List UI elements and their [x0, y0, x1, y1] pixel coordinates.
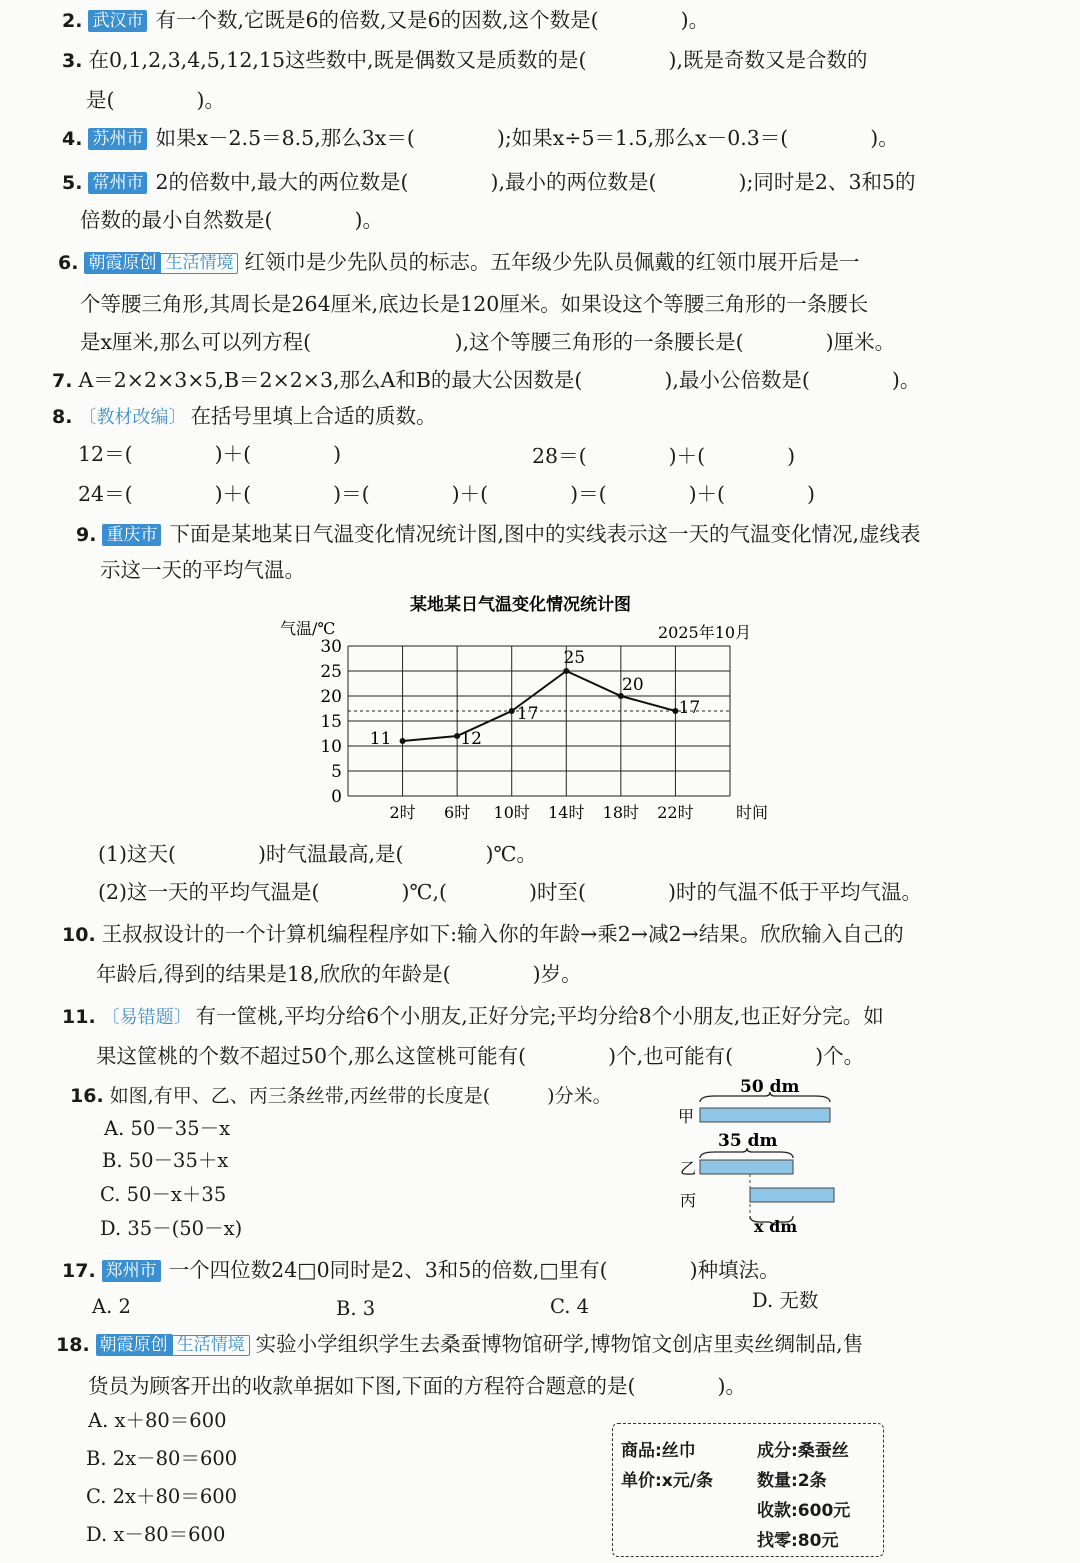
receipt-product: 商品:丝巾 — [621, 1441, 696, 1461]
chart-subtitle: 2025年10月 — [658, 623, 752, 642]
ribbon-len-x: x dm — [754, 1217, 798, 1236]
y-tick-label: 5 — [331, 762, 342, 782]
source-tag: 重庆市 — [102, 524, 161, 546]
source-tag: 〔易错题〕 — [101, 1007, 192, 1028]
data-point — [672, 708, 678, 714]
x-tick-label: 2时 — [389, 803, 416, 822]
option-d[interactable]: D. 无数 — [752, 1289, 819, 1312]
data-label: 17 — [678, 698, 701, 718]
x-tick-label: 6时 — [444, 803, 471, 822]
question-11: 11. 〔易错题〕 有一筐桃,平均分给6个小朋友,正好分完;平均分给8个小朋友,也正好分完。如 — [62, 1002, 884, 1032]
y-tick-label: 15 — [320, 712, 342, 732]
question-6-cont: 个等腰三角形,其周长是264厘米,底边长是120厘米。如果设这个等腰三角形的一条腰长 — [80, 292, 869, 316]
data-label: 11 — [369, 729, 392, 749]
y-axis-label: 气温/℃ — [280, 619, 336, 638]
data-point — [454, 733, 460, 739]
data-label: 12 — [460, 729, 482, 749]
equation-28: 28＝( )＋( ) — [532, 444, 796, 468]
source-tag: 郑州市 — [102, 1260, 161, 1282]
y-tick-label: 30 — [320, 637, 342, 657]
receipt-box — [612, 1423, 884, 1557]
x-tick-label: 18时 — [602, 803, 640, 822]
question-11-cont: 果这筐桃的个数不超过50个,那么这筐桃可能有( )个,也可能有( )个。 — [96, 1044, 865, 1068]
context-tag: 生活情境 — [172, 1335, 250, 1356]
ribbon-len-35: 35 dm — [718, 1131, 778, 1151]
x-tick-label: 10时 — [493, 803, 530, 822]
question-8: 8. 〔教材改编〕 在括号里填上合适的质数。 — [52, 402, 436, 432]
source-tag: 苏州市 — [88, 128, 147, 150]
question-2: 2. 武汉市 有一个数,它既是6的倍数,又是6的因数,这个数是( )。 — [62, 8, 710, 32]
option-a[interactable]: A. x＋80＝600 — [88, 1409, 227, 1432]
receipt-material: 成分:桑蚕丝 — [757, 1441, 849, 1461]
source-tag: 〔教材改编〕 — [78, 407, 187, 428]
data-label: 17 — [516, 704, 539, 724]
x-axis-label: 时间 — [736, 803, 769, 822]
source-tag: 朝霞原创 — [84, 252, 160, 274]
source-tag: 武汉市 — [88, 10, 147, 32]
question-6: 6. 朝霞原创 生活情境 红领巾是少先队员的标志。五年级少先队员佩戴的红领巾展开后是一 — [58, 250, 860, 274]
equation-24: 24＝( )＋( )＝( )＋( )＝( )＋( ) — [78, 482, 816, 506]
option-b[interactable]: B. 2x－80＝600 — [86, 1447, 238, 1470]
question-6-cont: 是x厘米,那么可以列方程( ),这个等腰三角形的一条腰长是( )厘米。 — [80, 330, 896, 354]
receipt-qty: 数量:2条 — [757, 1471, 827, 1491]
context-tag: 生活情境 — [160, 253, 238, 274]
ribbon-bing-label: 丙 — [680, 1191, 697, 1210]
option-a[interactable]: A. 50－35－x — [104, 1117, 231, 1140]
data-label: 20 — [622, 675, 644, 695]
ribbon-jia-label: 甲 — [678, 1107, 695, 1126]
question-16: 16. 如图,有甲、乙、丙三条丝带,丙丝带的长度是( )分米。 — [70, 1085, 612, 1107]
y-tick-label: 0 — [331, 787, 342, 807]
option-d[interactable]: D. 35－(50－x) — [100, 1217, 243, 1240]
source-tag: 常州市 — [88, 172, 147, 194]
temperature-line-chart — [270, 588, 790, 838]
ribbon-yi-label: 乙 — [680, 1159, 697, 1178]
option-c[interactable]: C. 50－x＋35 — [100, 1183, 227, 1206]
y-tick-label: 20 — [320, 687, 342, 707]
option-a[interactable]: A. 2 — [92, 1295, 131, 1318]
data-point — [509, 708, 515, 714]
y-tick-label: 10 — [320, 737, 342, 757]
question-3: 3. 在0,1,2,3,4,5,12,15这些数中,既是偶数又是质数的是( ),既是奇数又是合数的 — [62, 48, 868, 72]
data-point — [400, 738, 406, 744]
question-9-cont: 示这一天的平均气温。 — [100, 558, 305, 582]
question-10-cont: 年龄后,得到的结果是18,欣欣的年龄是( )岁。 — [96, 962, 582, 986]
option-d[interactable]: D. x－80＝600 — [86, 1523, 226, 1546]
question-3-cont: 是( )。 — [86, 88, 225, 112]
question-5: 5. 常州市 2的倍数中,最大的两位数是( ),最小的两位数是( );同时是2、3和5的 — [62, 170, 916, 194]
question-4: 4. 苏州市 如果x－2.5＝8.5,那么3x＝( );如果x÷5＝1.5,那么x－0.3＝( )。 — [62, 126, 899, 150]
question-10: 10. 王叔叔设计的一个计算机编程程序如下:输入你的年龄→乘2→减2→结果。欣欣输入自己的 — [62, 922, 904, 946]
source-tag: 朝霞原创 — [96, 1334, 172, 1356]
question-9: 9. 重庆市 下面是某地某日气温变化情况统计图,图中的实线表示这一天的气温变化情况,虚线表 — [76, 522, 921, 546]
ribbon-yi — [700, 1160, 793, 1174]
ribbon-len-50: 50 dm — [740, 1077, 800, 1097]
x-tick-label: 22时 — [657, 803, 694, 822]
option-b[interactable]: B. 50－35＋x — [102, 1149, 229, 1172]
chart-title: 某地某日气温变化情况统计图 — [410, 595, 631, 615]
question-18-cont: 货员为顾客开出的收款单据如下图,下面的方程符合题意的是( )。 — [88, 1374, 747, 1398]
y-tick-label: 25 — [320, 662, 342, 682]
data-label: 25 — [563, 648, 586, 668]
equation-12: 12＝( )＋( ) — [78, 442, 342, 466]
receipt-price: 单价:x元/条 — [621, 1471, 713, 1491]
question-7: 7. A＝2×2×3×5,B＝2×2×3,那么A和B的最大公因数是( ),最小公倍数是( )。 — [52, 368, 921, 392]
question-5-cont: 倍数的最小自然数是( )。 — [80, 208, 383, 232]
receipt-paid: 收款:600元 — [757, 1501, 851, 1521]
question-9-sub-1: (1)这天( )时气温最高,是( )℃。 — [98, 842, 537, 866]
ribbon-bing — [750, 1188, 834, 1202]
x-tick-label: 14时 — [548, 803, 585, 822]
data-point — [563, 668, 569, 674]
receipt-change: 找零:80元 — [757, 1531, 839, 1551]
question-9-sub-2: (2)这一天的平均气温是( )℃,( )时至( )时的气温不低于平均气温。 — [98, 880, 922, 904]
question-17: 17. 郑州市 一个四位数24□0同时是2、3和5的倍数,□里有( )种填法。 — [62, 1258, 780, 1282]
option-c[interactable]: C. 2x＋80＝600 — [86, 1485, 238, 1508]
option-c[interactable]: C. 4 — [550, 1295, 590, 1318]
question-18: 18. 朝霞原创 生活情境 实验小学组织学生去桑蚕博物馆研学,博物馆文创店里卖丝绸制品,售 — [56, 1332, 864, 1356]
ribbon-jia — [700, 1108, 830, 1122]
option-b[interactable]: B. 3 — [336, 1297, 376, 1320]
ribbon-diagram — [670, 1072, 850, 1242]
